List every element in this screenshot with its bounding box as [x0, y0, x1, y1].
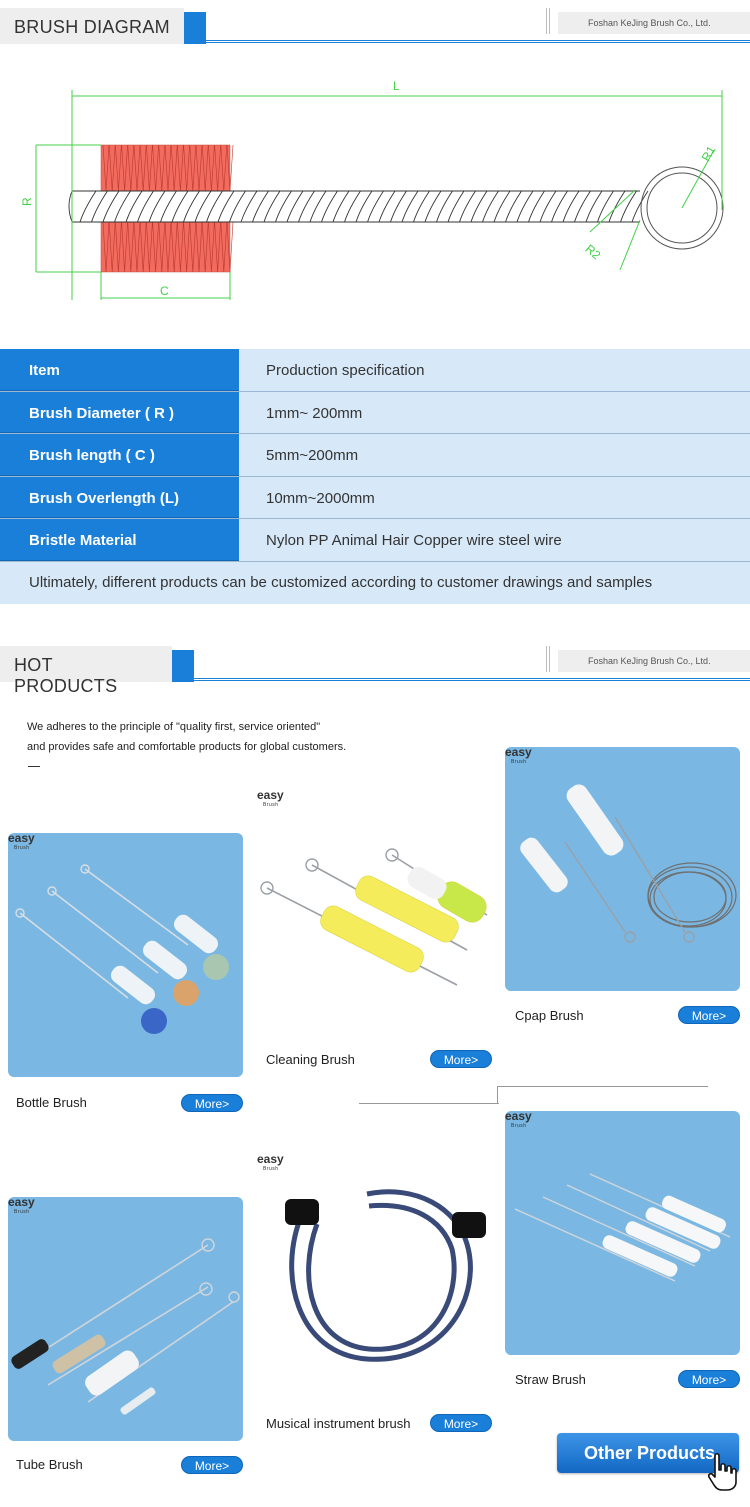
brand-logo [8, 1197, 35, 1217]
spec-key: Brush Diameter ( R ) [0, 392, 239, 434]
hand-pointer-icon [707, 1452, 739, 1492]
section-title: BRUSH DIAGRAM [0, 8, 184, 44]
twisted-wire [80, 191, 648, 222]
product-photo-cpap-brush[interactable] [505, 747, 740, 991]
product-card-cleaning-brush[interactable] [257, 790, 492, 1075]
brand-subtext: Brush [14, 1209, 30, 1215]
product-name[interactable]: Cpap Brush [515, 1008, 584, 1023]
section-divider-ticks [546, 8, 550, 34]
brand-logo [505, 1111, 532, 1131]
more-button[interactable]: More> [678, 1006, 740, 1024]
product-photo-musical-instrument-brush[interactable] [257, 1154, 492, 1398]
brand-logo [8, 833, 35, 853]
product-name[interactable]: Straw Brush [515, 1372, 586, 1387]
wire-twist [632, 191, 648, 222]
section-accent-square [172, 650, 194, 682]
section-divider-ticks [546, 646, 550, 672]
product-photo-straw-brush[interactable] [505, 1111, 740, 1355]
table-row [0, 434, 750, 477]
other-products-button[interactable]: Other Products [557, 1433, 739, 1473]
section-rule [194, 678, 750, 681]
section-accent-square [184, 12, 206, 44]
brand-logo [257, 790, 284, 810]
table-row [0, 519, 750, 562]
product-photo-cleaning-brush[interactable] [257, 790, 492, 1034]
table-row [0, 392, 750, 435]
product-photo-tube-brush[interactable] [8, 1197, 243, 1441]
product-name[interactable]: Bottle Brush [16, 1095, 87, 1110]
dimension-label-R1: R1 [698, 143, 719, 164]
section-header-diagram [0, 0, 750, 40]
product-card-straw-brush[interactable] [505, 1111, 740, 1396]
section-title: HOT PRODUCTS [0, 646, 172, 682]
spec-value: 1mm~ 200mm [239, 392, 750, 434]
brand-subtext: Brush [511, 759, 527, 765]
product-photo-bottle-brush[interactable] [8, 833, 243, 1077]
product-name[interactable]: Cleaning Brush [266, 1052, 355, 1067]
spec-key: Item [0, 349, 239, 391]
more-button[interactable]: More> [181, 1094, 243, 1112]
dimension-label-L: L [393, 79, 400, 93]
product-card-cpap-brush[interactable] [505, 747, 740, 1032]
spec-key: Brush Overlength (L) [0, 477, 239, 519]
spec-value: 5mm~200mm [239, 434, 750, 476]
more-button[interactable]: More> [181, 1456, 243, 1474]
spec-value: 10mm~2000mm [239, 477, 750, 519]
brand-text: easy [505, 745, 532, 759]
product-name[interactable]: Musical instrument brush [266, 1416, 411, 1431]
brand-subtext: Brush [263, 802, 279, 808]
dimension-label-R2: R2 [582, 241, 604, 263]
more-button[interactable]: More> [430, 1050, 492, 1068]
section-header-products [0, 638, 750, 696]
company-label: Foshan KeJing Brush Co., Ltd. [558, 650, 750, 672]
product-card-tube-brush[interactable] [8, 1197, 243, 1482]
brand-subtext: Brush [511, 1123, 527, 1129]
brand-subtext: Brush [14, 845, 30, 851]
intro-dash [28, 766, 40, 767]
section-rule [206, 40, 750, 43]
brand-text: easy [257, 1152, 284, 1166]
more-button[interactable]: More> [678, 1370, 740, 1388]
table-row [0, 349, 750, 392]
dimension-label-C: C [160, 284, 169, 298]
table-row [0, 477, 750, 520]
spec-key: Brush length ( C ) [0, 434, 239, 476]
intro-line: and provides safe and comfortable products for global customers. [27, 741, 347, 753]
spec-value: Nylon PP Animal Hair Copper wire steel wire [239, 519, 750, 561]
grid-divider [497, 1086, 708, 1087]
company-label: Foshan KeJing Brush Co., Ltd. [558, 12, 750, 34]
brand-logo [505, 747, 532, 767]
spec-note: Ultimately, different products can be customized according to customer drawings and samples [0, 562, 750, 604]
spec-value: Production specification [239, 349, 750, 391]
product-card-musical-instrument-brush[interactable] [257, 1154, 492, 1439]
brand-text: easy [505, 1109, 532, 1123]
intro-line: We adheres to the principle of "quality first, service oriented" [27, 721, 321, 733]
product-name[interactable]: Tube Brush [16, 1457, 83, 1472]
brand-text: easy [8, 1195, 35, 1209]
spec-key: Bristle Material [0, 519, 239, 561]
brand-subtext: Brush [263, 1166, 279, 1172]
more-button[interactable]: More> [430, 1414, 492, 1432]
grid-divider [359, 1103, 499, 1104]
brand-text: easy [8, 831, 35, 845]
grid-divider [497, 1086, 498, 1103]
brush-diagram [0, 60, 750, 330]
specification-table [0, 349, 750, 604]
brand-text: easy [257, 788, 284, 802]
product-card-bottle-brush[interactable] [8, 833, 243, 1118]
dimension-label-R: R [20, 197, 34, 206]
brand-logo [257, 1154, 284, 1174]
intro-text [27, 717, 346, 757]
